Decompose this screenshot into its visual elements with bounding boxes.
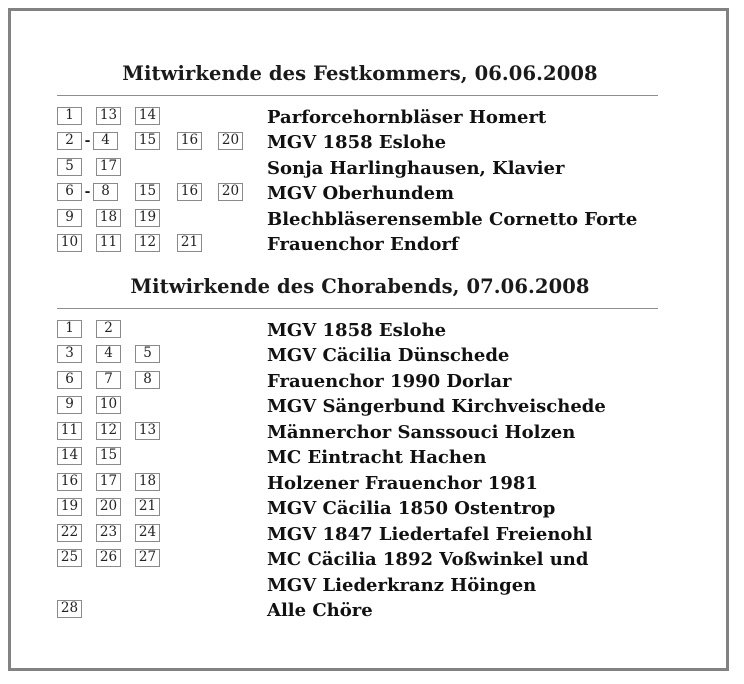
program-number-box: 6 xyxy=(57,183,82,201)
program-number-box: 27 xyxy=(135,549,160,567)
program-number-box: 2 xyxy=(96,320,121,338)
section-heading-chorabend: Mitwirkende des Chorabends, 07.06.2008 xyxy=(130,275,590,298)
program-number-box: 12 xyxy=(96,422,121,440)
program-number-box: 15 xyxy=(96,447,121,465)
program-number-box: 16 xyxy=(177,132,202,150)
program-number-box: 18 xyxy=(135,473,160,491)
participant-name: Alle Chöre xyxy=(267,600,373,621)
program-number-box: 7 xyxy=(96,371,121,389)
participant-name: MGV Cäcilia Dünschede xyxy=(267,345,510,366)
participant-row xyxy=(57,156,663,182)
program-number-box: 16 xyxy=(57,473,82,491)
participant-row xyxy=(57,471,663,497)
participant-row xyxy=(57,130,663,156)
program-number-box: 17 xyxy=(96,473,121,491)
program-number-box: 5 xyxy=(57,158,82,176)
program-number-box: 8 xyxy=(93,183,118,201)
program-number-box: 21 xyxy=(135,498,160,516)
participant-name: MC Eintracht Hachen xyxy=(267,447,487,468)
participant-row xyxy=(57,420,663,446)
document-content xyxy=(11,11,726,668)
document-frame xyxy=(8,8,729,671)
participant-name: Holzener Frauenchor 1981 xyxy=(267,472,538,494)
participant-row xyxy=(57,394,663,420)
program-number-box: 16 xyxy=(177,183,202,201)
program-number-box: 26 xyxy=(96,549,121,567)
participant-row xyxy=(57,547,663,573)
program-number-box: 10 xyxy=(96,396,121,414)
program-number-box: 21 xyxy=(177,234,202,252)
program-number-box: 19 xyxy=(135,209,160,227)
program-number-box: 20 xyxy=(218,183,243,201)
program-number-box: 4 xyxy=(96,345,121,363)
program-number-box: 19 xyxy=(57,498,82,516)
program-number-box: 1 xyxy=(57,107,82,125)
program-number-box: 25 xyxy=(57,549,82,567)
program-number-box: 2 xyxy=(57,132,82,150)
section-divider-festkommers xyxy=(57,95,658,96)
program-number-box: 20 xyxy=(218,132,243,150)
program-number-box: 11 xyxy=(96,234,121,252)
participant-name: Parforcehornbläser Homert xyxy=(267,106,547,128)
participant-row xyxy=(57,573,663,599)
participant-name: Blechbläserensemble Cornetto Forte xyxy=(267,208,638,230)
section-chorabend xyxy=(57,277,663,624)
program-number-box: 24 xyxy=(135,524,160,542)
program-number-box: 22 xyxy=(57,524,82,542)
participant-list-festkommers xyxy=(57,105,663,258)
participant-name: MGV 1858 Eslohe xyxy=(267,132,447,153)
participant-row xyxy=(57,522,663,548)
participant-row xyxy=(57,181,663,207)
program-number-box: 13 xyxy=(96,107,121,125)
program-number-box: 23 xyxy=(96,524,121,542)
program-number-box: 15 xyxy=(135,132,160,150)
program-number-box: 9 xyxy=(57,396,82,414)
program-number-box: 3 xyxy=(57,345,82,363)
program-number-box: 6 xyxy=(57,371,82,389)
program-number-box: 17 xyxy=(96,158,121,176)
participant-name: MGV Oberhundem xyxy=(267,183,455,204)
range-dash: - xyxy=(84,133,91,149)
section-divider-chorabend xyxy=(57,308,658,309)
participant-list-chorabend xyxy=(57,318,663,624)
participant-name: MGV Liederkranz Höingen xyxy=(267,574,537,596)
section-heading-festkommers: Mitwirkende des Festkommers, 06.06.2008 xyxy=(122,62,598,85)
participant-name: Männerchor Sanssouci Holzen xyxy=(267,421,576,443)
program-number-box: 20 xyxy=(96,498,121,516)
participant-name: MGV Sängerbund Kirchveischede xyxy=(267,396,606,417)
program-number-box: 8 xyxy=(135,371,160,389)
program-number-box: 15 xyxy=(135,183,160,201)
program-number-box: 18 xyxy=(96,209,121,227)
participant-name: MC Cäcilia 1892 Voßwinkel und xyxy=(267,549,589,570)
participant-row xyxy=(57,369,663,395)
participant-row xyxy=(57,105,663,131)
participant-row xyxy=(57,318,663,344)
program-number-box: 12 xyxy=(135,234,160,252)
participant-row xyxy=(57,598,663,624)
participant-name: Sonja Harlinghausen, Klavier xyxy=(267,157,565,179)
program-number-box: 14 xyxy=(135,107,160,125)
participant-name: MGV 1847 Liedertafel Freienohl xyxy=(267,523,593,545)
participant-name: MGV 1858 Eslohe xyxy=(267,319,447,341)
participant-name: Frauenchor 1990 Dorlar xyxy=(267,370,512,392)
program-number-box: 28 xyxy=(57,600,82,618)
program-number-box: 1 xyxy=(57,320,82,338)
program-number-box: 14 xyxy=(57,447,82,465)
participant-name: Frauenchor Endorf xyxy=(267,234,459,255)
participant-row xyxy=(57,343,663,369)
program-number-box: 9 xyxy=(57,209,82,227)
program-number-box: 13 xyxy=(135,422,160,440)
program-number-box: 5 xyxy=(135,345,160,363)
participant-row xyxy=(57,232,663,258)
participant-row xyxy=(57,445,663,471)
participant-row xyxy=(57,207,663,233)
range-dash: - xyxy=(84,184,91,200)
program-number-box: 10 xyxy=(57,234,82,252)
program-number-box: 4 xyxy=(93,132,118,150)
participant-row xyxy=(57,496,663,522)
section-festkommers xyxy=(57,64,663,258)
program-number-box: 11 xyxy=(57,422,82,440)
participant-name: MGV Cäcilia 1850 Ostentrop xyxy=(267,498,556,519)
